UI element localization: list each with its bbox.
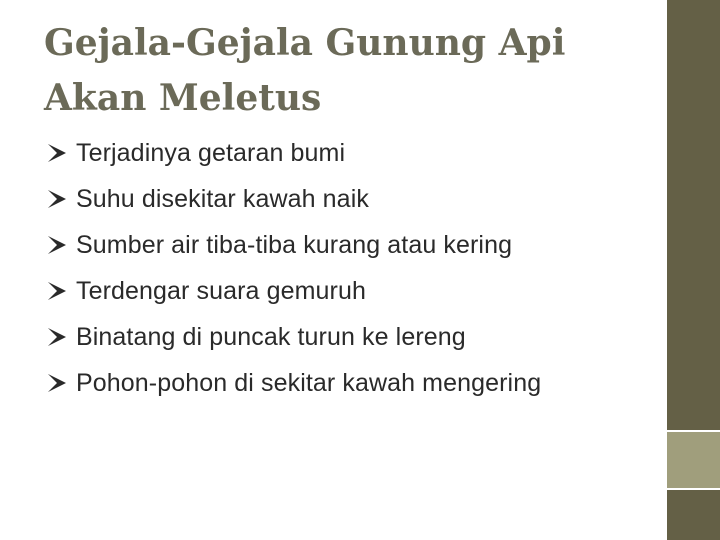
side-band-accent [667, 432, 720, 488]
bullet-item [46, 314, 541, 360]
arrow-bullet-icon [46, 280, 68, 302]
side-band-bottom [667, 490, 720, 540]
bullet-list [46, 130, 541, 406]
title-line-1: Gejala-Gejala Gunung Api [44, 22, 566, 64]
bullet-text: Terdengar suara gemuruh [76, 276, 366, 305]
title-line-2: Akan Meletus [44, 77, 322, 119]
arrow-bullet-icon [46, 372, 68, 394]
slide-title [44, 16, 644, 126]
bullet-text: Terjadinya getaran bumi [76, 138, 346, 167]
arrow-bullet-icon [46, 142, 68, 164]
bullet-text: Binatang di puncak turun ke lereng [76, 322, 466, 351]
bullet-text: Sumber air tiba-tiba kurang atau kering [76, 230, 513, 259]
bullet-text: Pohon-pohon di sekitar kawah mengering [76, 368, 542, 397]
bullet-item [46, 130, 541, 176]
arrow-bullet-icon [46, 188, 68, 210]
decorative-side-band [667, 0, 720, 540]
bullet-text: Suhu disekitar kawah naik [76, 184, 369, 213]
bullet-item [46, 360, 541, 406]
bullet-item [46, 222, 541, 268]
arrow-bullet-icon [46, 326, 68, 348]
bullet-item [46, 268, 541, 314]
bullet-item [46, 176, 541, 222]
side-band-top [667, 0, 720, 430]
arrow-bullet-icon [46, 234, 68, 256]
